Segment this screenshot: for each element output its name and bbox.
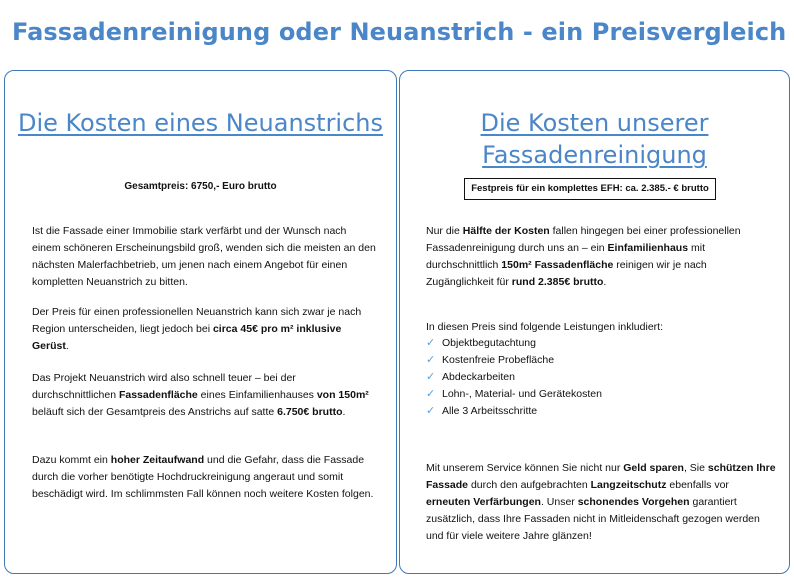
paragraph-service-benefits: Mit unserem Service können Sie nicht nur Geld sparen, Sie schützen Ihre Fassade durch den aufgebrachten Langzeitschutz ebenfalls vor erneuten Verfärbungen. Unser schonendes Vorgehen garantiert zusätzlich, dass Ihre Fassaden nicht in Mitleidenschaft gezogen werden und für viele weitere Jahre glänzen! (426, 462, 776, 542)
list-intro: In diesen Preis sind folgende Leistungen inkludiert: (426, 321, 663, 333)
included-services-list (426, 335, 602, 420)
card-heading-cleaning[interactable]: Die Kosten unserer Fassadenreinigung (480, 109, 709, 169)
card-repainting-costs (4, 70, 397, 574)
checkmark-icon: ✓ (426, 371, 436, 383)
paragraph-intro: Ist die Fassade einer Immobilie stark verfärbt und der Wunsch nach einem schöneren Erscheinungsbild groß, wenden sich die meisten an den nächsten Malerfachbetrieb, um jenen nach einem Angebot für einen kompletten Neuanstrich zu bitten. (32, 225, 376, 288)
checkmark-icon: ✓ (426, 388, 436, 400)
paragraph-time-risk: Dazu kommt ein hoher Zeitaufwand und die Gefahr, dass die Fassade durch die vorher benötigte Hochdruckreinigung angeraut und somit beschädigt wird. Im schlimmsten Fall können noch weitere Kosten folgen. (32, 454, 374, 500)
paragraph-half-cost: Nur die Hälfte der Kosten fallen hingegen bei einer professionellen Fassadenreinigung durch uns an – ein Einfamilienhaus mit durchschnittlich 150m² Fassadenfläche reinigen wir je nach Zugänglichkeit für rund 2.385€ brutto. (426, 225, 741, 288)
list-item: ✓ Alle 3 Arbeitsschritte (426, 403, 602, 420)
paragraph-total-cost: Das Projekt Neuanstrich wird also schnell teuer – bei der durchschnittlichen Fassadenfläche eines Einfamilienhauses von 150m² beläuft sich der Gesamtpreis des Anstrichs auf satte 6.750€ brutto. (32, 372, 369, 418)
page-title: Fassadenreinigung oder Neuanstrich - ein Preisvergleich (12, 18, 787, 46)
list-item: ✓ Abdeckarbeiten (426, 369, 602, 386)
paragraph-price-per-m2: Der Preis für einen professionellen Neuanstrich kann sich zwar je nach Region unterscheiden, liegt jedoch bei circa 45€ pro m² inklusive Gerüst. (32, 306, 362, 352)
list-item: ✓ Kostenfreie Probefläche (426, 352, 602, 369)
list-item: ✓ Lohn-, Material- und Gerätekosten (426, 386, 602, 403)
checkmark-icon: ✓ (426, 354, 436, 366)
fixed-price-box: Festpreis für ein komplettes EFH: ca. 2.385.- € brutto (464, 178, 716, 200)
checkmark-icon: ✓ (426, 405, 436, 417)
list-item: ✓ Objektbegutachtung (426, 335, 602, 352)
checkmark-icon: ✓ (426, 337, 436, 349)
card-cleaning-costs (399, 70, 790, 574)
total-price-repainting: Gesamtpreis: 6750,- Euro brutto (124, 181, 277, 192)
card-heading-repainting[interactable]: Die Kosten eines Neuanstrichs (17, 109, 384, 137)
